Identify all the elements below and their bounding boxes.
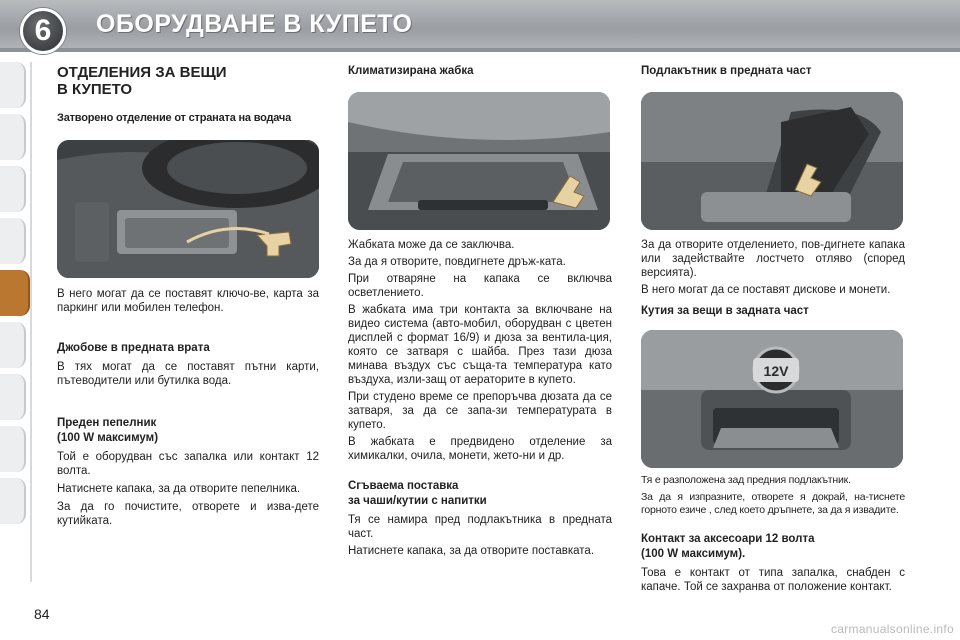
accessory-socket-text: Това е контакт от типа запалка, снабден с капаче. Той се захранва от положение контакт.: [641, 567, 905, 593]
glovebox-illustration: [348, 92, 610, 230]
chapter-tab-3[interactable]: [0, 166, 26, 212]
chapter-number-badge: 6: [20, 8, 66, 54]
column-left: [57, 64, 319, 528]
glovebox-text-5: При студено време се препоръчва дюзата да се затваря, за да се запа-зи температурата в купето.: [348, 391, 612, 431]
rear-storage-illustration: [641, 330, 903, 468]
column-middle: [348, 64, 612, 558]
ashtray-title-line2: (100 W максимум): [57, 432, 159, 444]
section-title-line2: В КУПЕТО: [57, 81, 133, 98]
glovebox-text-6: В жабката е предвидено отделение за химикалки, очила, монети, жето-ни и др.: [348, 436, 612, 462]
accessory-socket-title-line2: (100 W максимум).: [641, 548, 746, 560]
glovebox-title: Климатизирана жабка: [348, 65, 474, 77]
glovebox-text-2: За да я отворите, повдигнете дръж-ката.: [348, 256, 566, 268]
chapter-tabs: [0, 62, 30, 530]
chapter-tab-4[interactable]: [0, 218, 26, 264]
armrest-title: Подлакътник в предната част: [641, 65, 812, 77]
watermark: carmanualsonline.info: [830, 622, 954, 636]
rear-storage-photo: [641, 330, 903, 468]
glovebox-text-4: В жабката има три контакта за включване на видео система (авто-мобил, оборудван с цветен дисплей с формат 16/9) и дюза за вентила-ция, която се затваря с шайба. През тази дюза минава въздух със съща-та температура като въздуха, изли-защ от аераторите в купето.: [348, 304, 612, 386]
armrest-illustration: [641, 92, 903, 230]
accessory-socket-title-line1: Контакт за аксесоари 12 волта: [641, 533, 815, 545]
driver-compartment-text: В него могат да се поставят ключо-ве, карта за паркинг или мобилен телефон.: [57, 288, 319, 314]
ashtray-text-1: Той е оборудван със запалка или контакт 12 волта.: [57, 451, 319, 477]
section-title-line1: ОТДЕЛЕНИЯ ЗА ВЕЩИ: [57, 64, 227, 81]
ashtray-text-3: За да го почистите, отворете и изва-дете кутийката.: [57, 501, 319, 527]
socket-12v-label: 12V: [763, 363, 789, 379]
cup-holder-title-line2: за чаши/кутии с напитки: [348, 495, 487, 507]
door-pockets-text: В тях могат да се поставят пътни карти, пътеводители или бутилка вода.: [57, 361, 319, 387]
rear-storage-title: Кутия за вещи в задната част: [641, 305, 809, 317]
ashtray-text-2: Натиснете капака, за да отворите пепелника.: [57, 483, 301, 495]
armrest-photo: [641, 92, 903, 230]
glovebox-text-1: Жабката може да се заключва.: [348, 239, 515, 251]
rear-storage-text-2: За да я изпразните, отворете я докрай, на-тиснете горното езиче , след което дръпнете, за да я извадите.: [641, 491, 905, 516]
cup-holder-title-line1: Сгъваема поставка: [348, 480, 459, 492]
chapter-tab-6-active[interactable]: [0, 270, 30, 316]
chapter-tab-8[interactable]: [0, 374, 26, 420]
rear-storage-text-1: Тя е разположена зад предния подлакътник.: [641, 474, 851, 486]
driver-compartment-illustration: [57, 140, 319, 278]
chapter-tab-1[interactable]: [0, 62, 26, 108]
side-divider: [30, 62, 32, 582]
chapter-title: ОБОРУДВАНЕ В КУПЕТО: [96, 10, 413, 38]
armrest-text-2: В него могат да се поставят дискове и монети.: [641, 284, 891, 296]
chapter-tab-7[interactable]: [0, 322, 26, 368]
chapter-tab-10[interactable]: [0, 478, 26, 524]
glovebox-photo: [348, 92, 610, 230]
cup-holder-text-1: Тя се намира пред подлакътника в предната част.: [348, 514, 612, 540]
driver-compartment-subtitle: Затворено отделение от страната на водача: [57, 112, 292, 124]
page-number: 84: [34, 606, 50, 622]
ashtray-title-line1: Преден пепелник: [57, 417, 157, 429]
door-pockets-title: Джобове в предната врата: [57, 342, 210, 354]
driver-compartment-photo: [57, 140, 319, 278]
armrest-text-1: За да отворите отделението, пов-дигнете капака или задействайте лостчето отляво (според версията).: [641, 239, 905, 279]
cup-holder-text-2: Натиснете капака, за да отворите поставката.: [348, 545, 595, 557]
glovebox-text-3: При отваряне на капака се включва осветлението.: [348, 273, 612, 299]
chapter-tab-2[interactable]: [0, 114, 26, 160]
column-right: [641, 64, 905, 594]
chapter-tab-9[interactable]: [0, 426, 26, 472]
